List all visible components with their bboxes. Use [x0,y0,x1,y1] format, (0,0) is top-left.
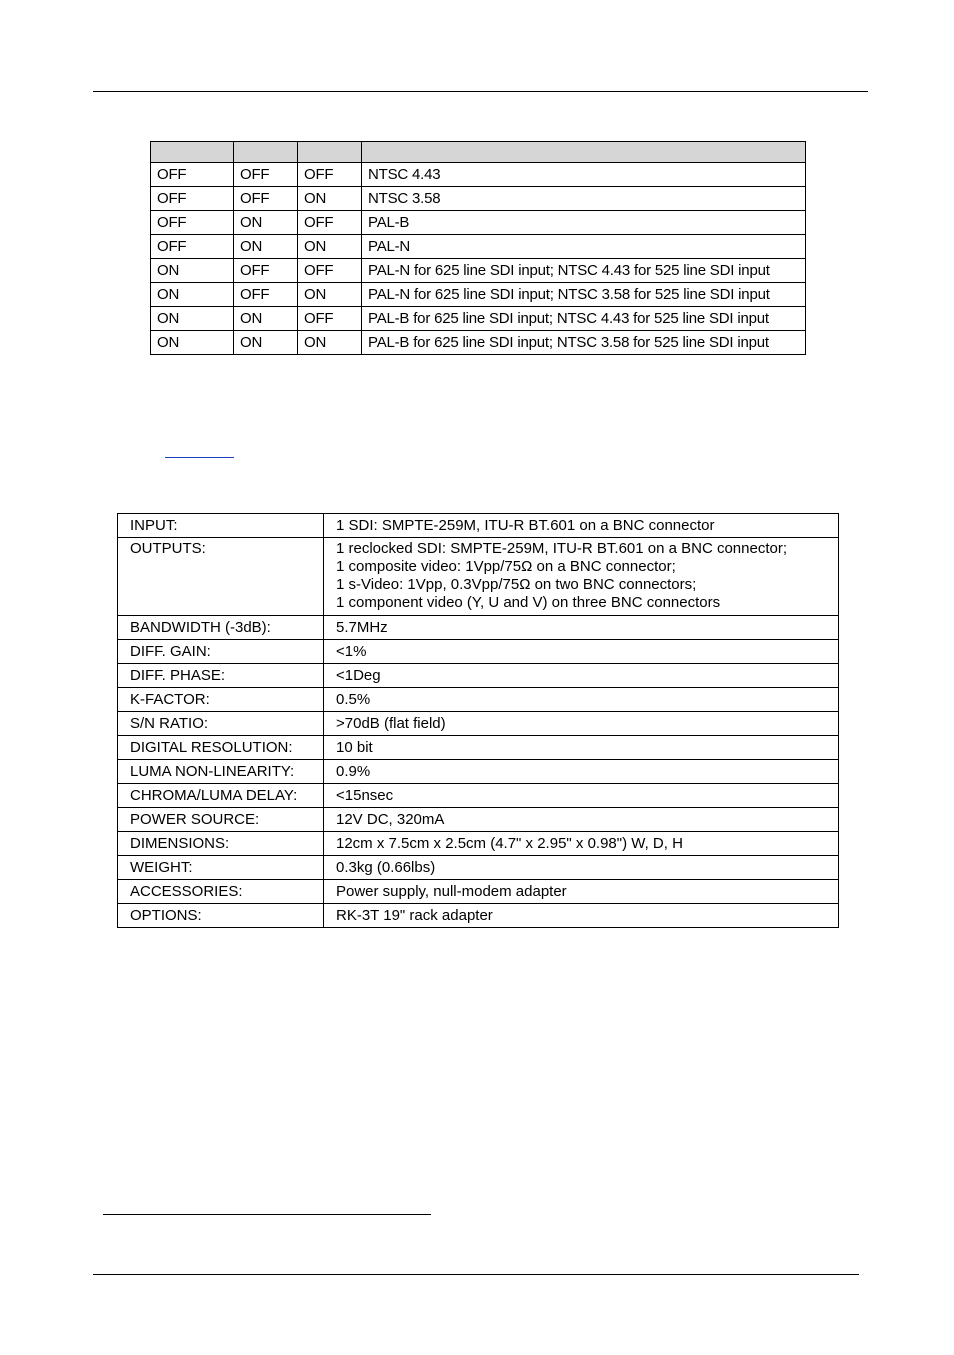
standard-cell: PAL-N for 625 line SDI input; NTSC 4.43 for 525 line SDI input [362,259,806,283]
switch-3-cell: ON [298,331,362,355]
switch-3-cell: OFF [298,307,362,331]
spec-label: K-FACTOR: [118,688,324,712]
video-standard-switch-table [150,141,806,355]
spec-label: POWER SOURCE: [118,808,324,832]
standard-cell: PAL-N [362,235,806,259]
footnote-separator [103,1214,431,1215]
switch-3-cell: OFF [298,163,362,187]
switch-2-cell: OFF [234,187,298,211]
header-rule [93,91,868,92]
switch-2-cell: ON [234,307,298,331]
switch-3-cell: OFF [298,211,362,235]
standard-cell: PAL-B for 625 line SDI input; NTSC 3.58 for 525 line SDI input [362,331,806,355]
spec-value: 5.7MHz [324,616,839,640]
spec-value: <15nsec [324,784,839,808]
spec-value: 12V DC, 320mA [324,808,839,832]
spec-label: WEIGHT: [118,856,324,880]
spec-label: OUTPUTS: [118,538,324,616]
switch-1-cell: OFF [151,187,234,211]
spec-label: DIFF. PHASE: [118,664,324,688]
switch-2-cell: OFF [234,283,298,307]
switch-1-cell: ON [151,331,234,355]
spec-value: >70dB (flat field) [324,712,839,736]
spec-value: Power supply, null-modem adapter [324,880,839,904]
spec-label: INPUT: [118,514,324,538]
spec-label: ACCESSORIES: [118,880,324,904]
spec-value: 0.5% [324,688,839,712]
switch-1-cell: OFF [151,163,234,187]
spec-row [118,760,839,784]
output-line: 1 s-Video: 1Vpp, 0.3Vpp/75Ω on two BNC connectors; [336,576,697,593]
spec-row [118,616,839,640]
switch-3-cell: ON [298,283,362,307]
spec-row [118,856,839,880]
standard-cell: NTSC 4.43 [362,163,806,187]
spec-value: 0.3kg (0.66lbs) [324,856,839,880]
switch-3-cell: ON [298,187,362,211]
spec-value: 1 SDI: SMPTE-259M, ITU-R BT.601 on a BNC connector [324,514,839,538]
spec-label: CHROMA/LUMA DELAY: [118,784,324,808]
specifications-table [117,513,839,928]
spec-value: 0.9% [324,760,839,784]
header-cell [234,142,298,163]
spec-value: 12cm x 7.5cm x 2.5cm (4.7" x 2.95" x 0.98") W, D, H [324,832,839,856]
header-cell [298,142,362,163]
spec-row [118,904,839,928]
switch-3-cell: ON [298,235,362,259]
table-row [151,331,806,355]
output-line: 1 reclocked SDI: SMPTE-259M, ITU-R BT.601 on a BNC connector; [336,540,788,557]
spec-row [118,640,839,664]
footnote-reference-link[interactable] [165,456,234,458]
standard-cell: PAL-N for 625 line SDI input; NTSC 3.58 for 525 line SDI input [362,283,806,307]
switch-1-cell: ON [151,283,234,307]
spec-label: DIMENSIONS: [118,832,324,856]
spec-value: 10 bit [324,736,839,760]
switch-2-cell: OFF [234,259,298,283]
switch-2-cell: ON [234,331,298,355]
switch-2-cell: OFF [234,163,298,187]
switch-3-cell: OFF [298,259,362,283]
switch-2-cell: ON [234,235,298,259]
spec-row [118,712,839,736]
spec-label: DIFF. GAIN: [118,640,324,664]
spec-row [118,880,839,904]
table-row [151,163,806,187]
header-cell [362,142,806,163]
switch-1-cell: ON [151,307,234,331]
spec-row [118,538,839,616]
header-cell [151,142,234,163]
spec-row [118,688,839,712]
spec-row [118,664,839,688]
spec-value: <1Deg [324,664,839,688]
spec-row [118,832,839,856]
output-line: 1 component video (Y, U and V) on three BNC connectors [336,594,721,611]
standard-cell: PAL-B [362,211,806,235]
spec-label: DIGITAL RESOLUTION: [118,736,324,760]
spec-row [118,784,839,808]
spec-label: LUMA NON-LINEARITY: [118,760,324,784]
table-header-row [151,142,806,163]
spec-label: BANDWIDTH (-3dB): [118,616,324,640]
spec-value: RK-3T 19" rack adapter [324,904,839,928]
spec-row [118,808,839,832]
table-row [151,283,806,307]
switch-1-cell: OFF [151,211,234,235]
table-row [151,307,806,331]
spec-row [118,514,839,538]
spec-value-outputs [324,538,839,616]
spec-label: S/N RATIO: [118,712,324,736]
switch-1-cell: OFF [151,235,234,259]
standard-cell: NTSC 3.58 [362,187,806,211]
spec-value: <1% [324,640,839,664]
switch-1-cell: ON [151,259,234,283]
standard-cell: PAL-B for 625 line SDI input; NTSC 4.43 for 525 line SDI input [362,307,806,331]
footer-rule [93,1274,859,1275]
output-line: 1 composite video: 1Vpp/75Ω on a BNC connector; [336,558,676,575]
spec-label: OPTIONS: [118,904,324,928]
spec-row [118,736,839,760]
table-row [151,259,806,283]
table-row [151,235,806,259]
switch-2-cell: ON [234,211,298,235]
table-row [151,211,806,235]
table-row [151,187,806,211]
